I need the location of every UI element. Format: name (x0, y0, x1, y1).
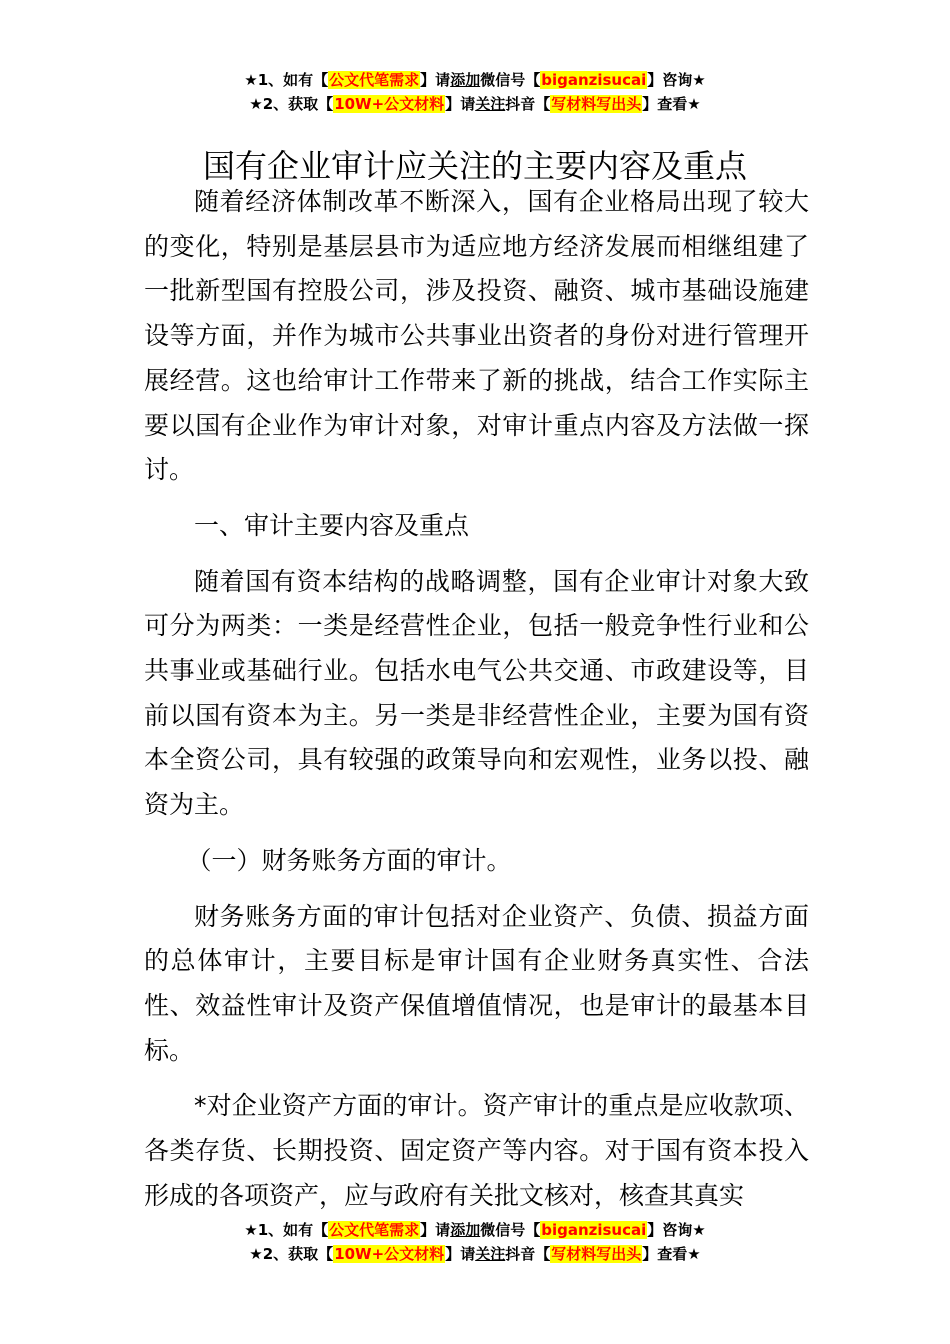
paragraph-intro: 随着经济体制改革不断深入，国有企业格局出现了较大的变化，特别是基层县市为适应地方经济发展而相继组建了一批新型国有控股公司，涉及投资、融资、城市基础设施建设等方面，并作为城市公共事业出资者的身份对进行管理开展经营。这也给审计工作带来了新的挑战，结合工作实际主要以国有企业作为审计对象，对审计重点内容及方法做一探讨。 (144, 187, 809, 485)
highlight-tag: 10W+公文材料 (334, 95, 445, 113)
highlight-tag: 10W+公文材料 (334, 1245, 445, 1263)
footer-banner (0, 1218, 950, 1266)
highlight-tag: 写材料写出头 (551, 95, 642, 113)
highlight-tag: 公文代笔需求 (329, 1221, 420, 1239)
banner-line-2: ★2、获取【10W+公文材料】请关注抖音【写材料写出头】查看★ (249, 1245, 701, 1263)
paragraph-asset-audit: *对企业资产方面的审计。资产审计的重点是应收款项、各类存货、长期投资、固定资产等内容。对于国有资本投入形成的各项资产，应与政府有关批文核对，核查其真实 (144, 1091, 809, 1210)
highlight-tag: 公文代笔需求 (329, 71, 420, 89)
subsection-heading: （一）财务账务方面的审计。 (186, 845, 512, 875)
banner-line-1: ★1、如有【公文代笔需求】请添加微信号【biganzisucai】咨询★ (244, 1221, 706, 1239)
document-title: 国有企业审计应关注的主要内容及重点 (202, 147, 747, 186)
paragraph-audit-objects: 随着国有资本结构的战略调整，国有企业审计对象大致可分为两类：一类是经营性企业，包括一般竞争性行业和公共事业或基础行业。包括水电气公共交通、市政建设等，目前以国有资本为主。另一类是非经营性企业，主要为国有资本全资公司，具有较强的政策导向和宏观性，业务以投、融资为主。 (144, 566, 809, 820)
highlight-tag: biganzisucai (541, 71, 647, 89)
banner-line-2: ★2、获取【10W+公文材料】请关注抖音【写材料写出头】查看★ (249, 95, 701, 113)
banner-line-1: ★1、如有【公文代笔需求】请添加微信号【biganzisucai】咨询★ (244, 71, 706, 89)
paragraph-financial-audit: 财务账务方面的审计包括对企业资产、负债、损益方面的总体审计，主要目标是审计国有企业财务真实性、合法性、效益性审计及资产保值增值情况，也是审计的最基本目标。 (144, 901, 809, 1065)
highlight-tag: 写材料写出头 (551, 1245, 642, 1263)
highlight-tag: biganzisucai (541, 1221, 647, 1239)
document-body (144, 180, 809, 1229)
header-banner (0, 68, 950, 116)
section-heading: 一、审计主要内容及重点 (194, 510, 470, 540)
